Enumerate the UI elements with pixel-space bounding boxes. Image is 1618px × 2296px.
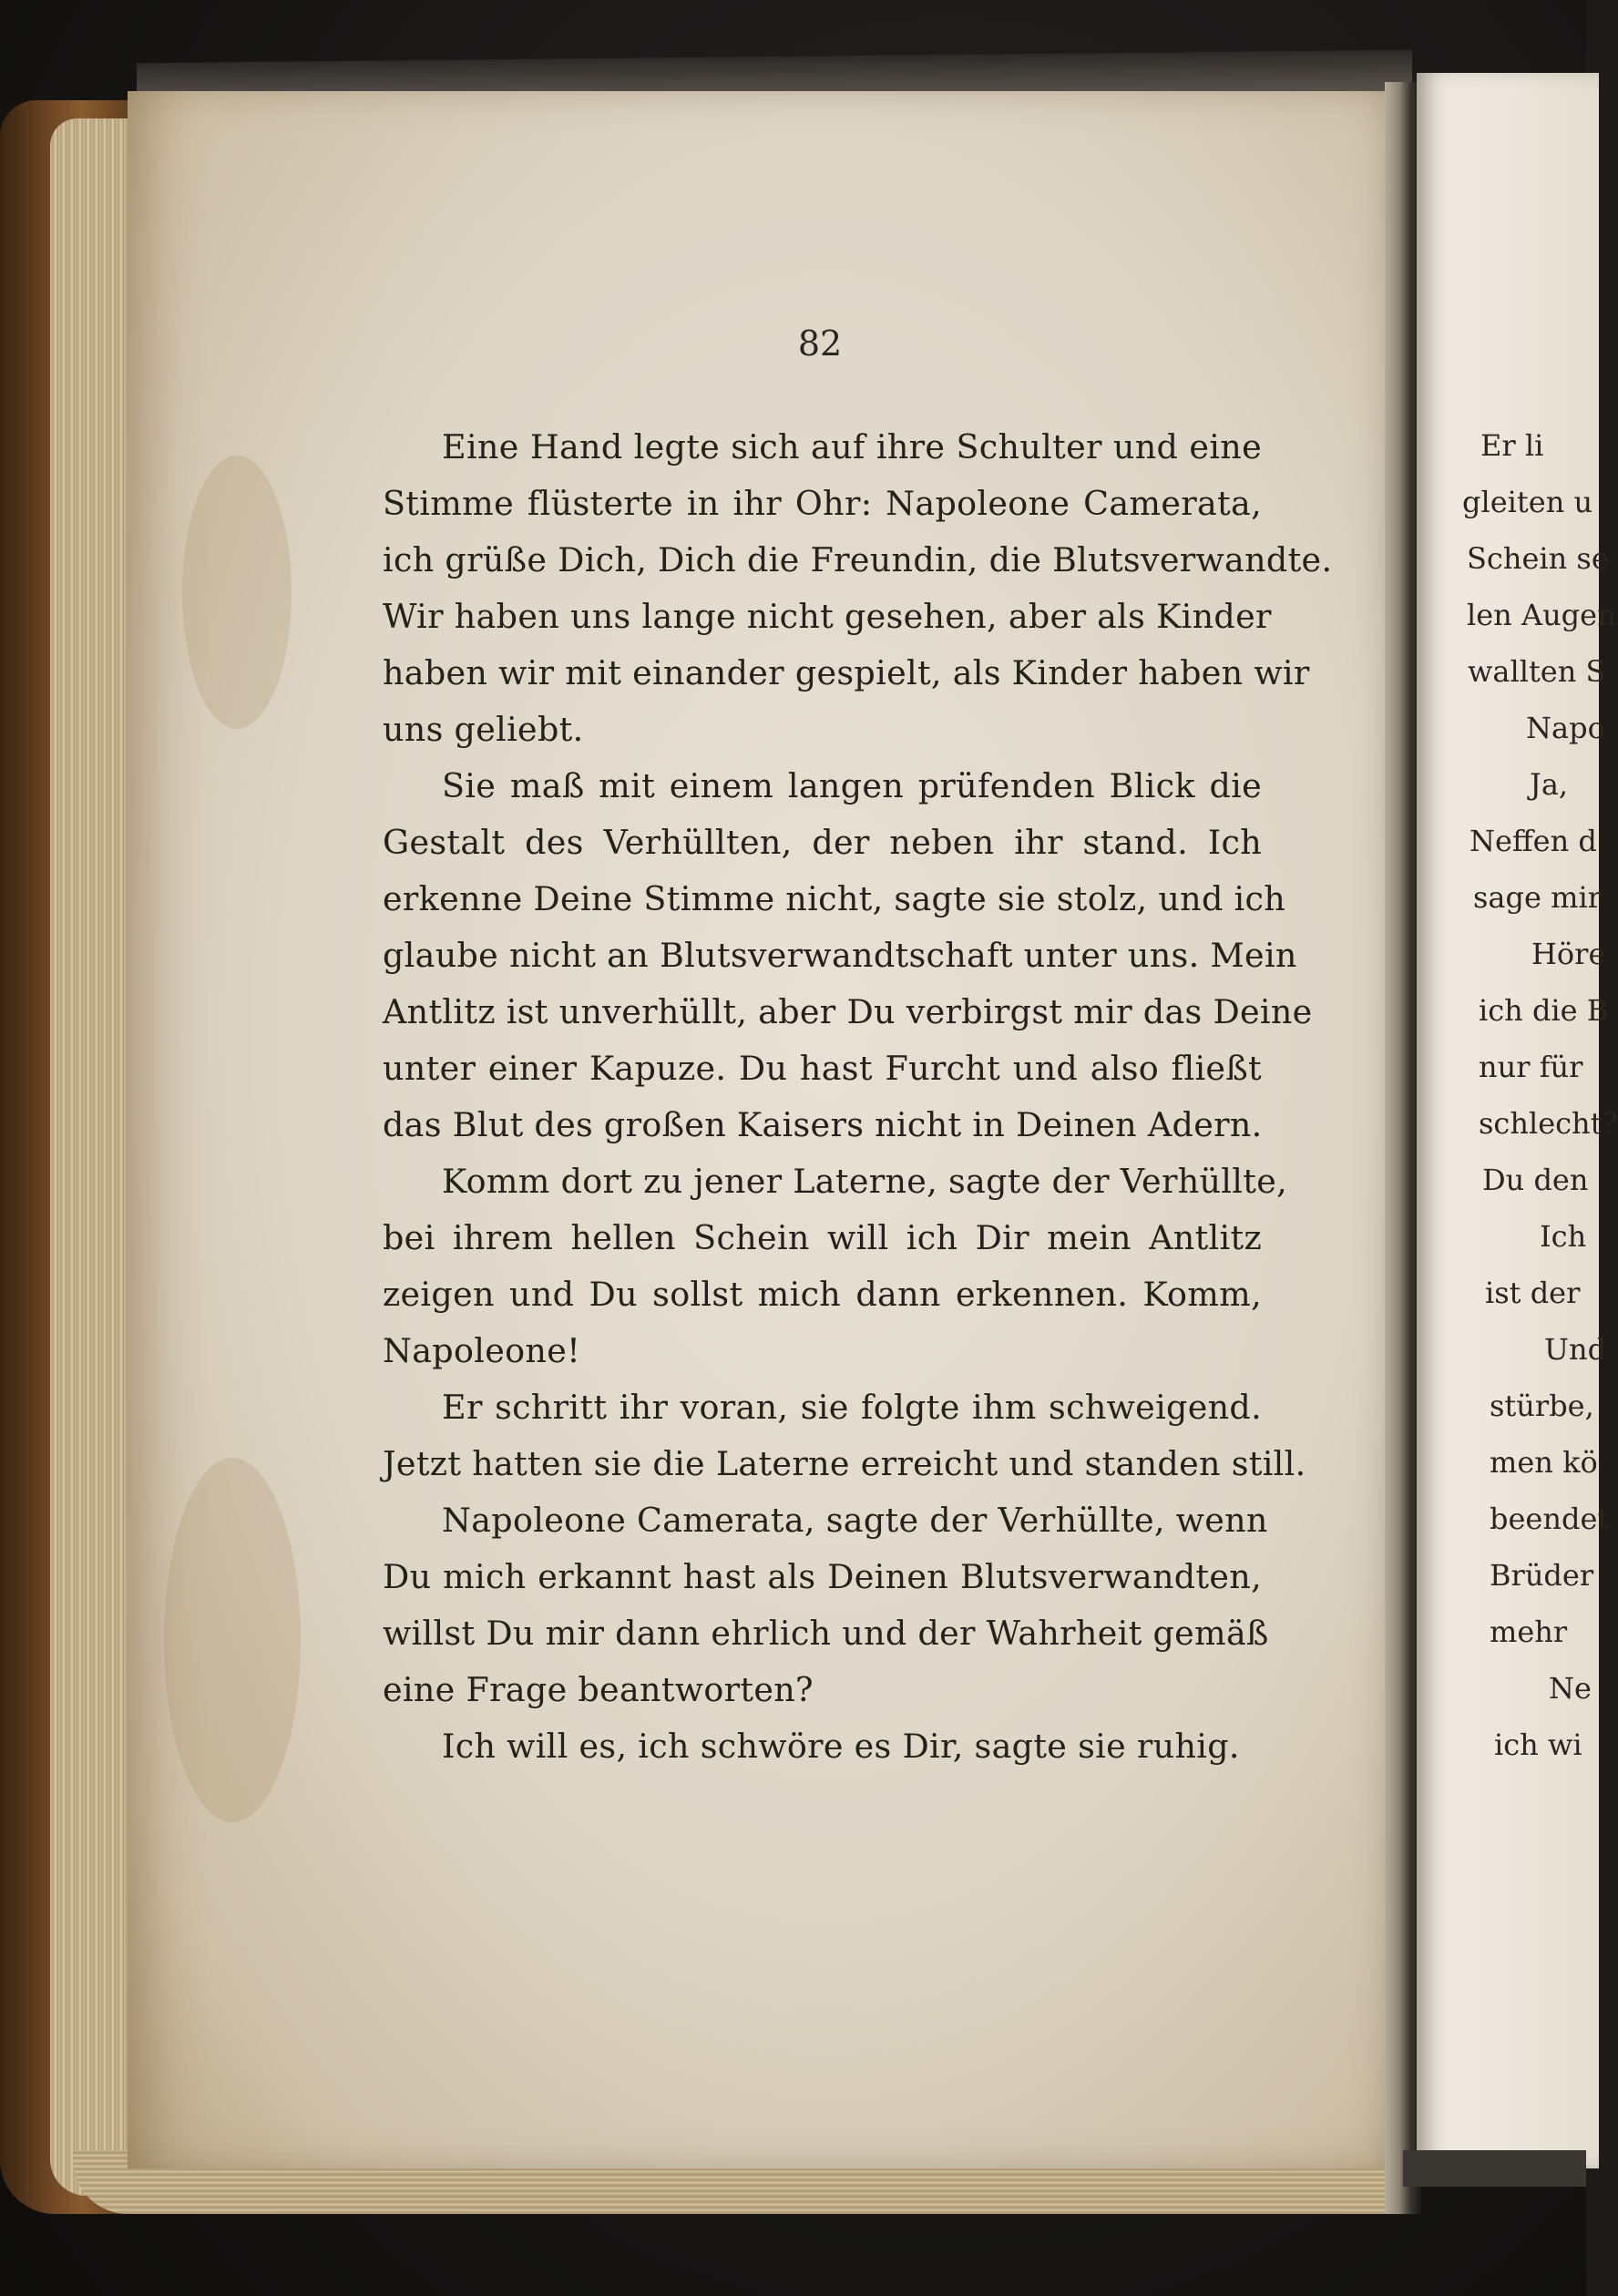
text-line: Napoleone! <box>383 1331 581 1370</box>
text-line: Napoleone Camerata, sagte der Verhüllte, wenn <box>442 1501 1268 1540</box>
text-line: ich grüße Dich, Dich die Freundin, die Blutsverwandte. <box>383 540 1333 579</box>
text-fragment: gleiten u <box>1462 485 1593 519</box>
left-page-text <box>383 419 1333 1775</box>
text-fragment: Höre <box>1531 937 1606 971</box>
text-line: haben wir mit einander gespielt, als Kinder haben wir <box>383 653 1310 692</box>
right-page-text <box>1462 428 1618 1840</box>
text-line: Ich will es, ich schwöre es Dir, sagte sie ruhig. <box>442 1727 1240 1766</box>
text-fragment: Du den <box>1482 1163 1589 1197</box>
text-line: willst Du mir dann ehrlich und der Wahrheit gemäß <box>383 1614 1269 1653</box>
text-fragment: len Augen <box>1467 598 1616 632</box>
text-fragment: Schein se <box>1467 541 1609 576</box>
text-line: Wir haben uns lange nicht gesehen, aber als Kinder <box>383 597 1272 636</box>
text-line: zeigen und Du sollst mich dann erkennen. Komm, <box>383 1275 1262 1314</box>
text-fragment: Ne <box>1549 1671 1592 1706</box>
text-fragment: Und <box>1544 1332 1607 1367</box>
text-line: Er schritt ihr voran, sie folgte ihm schweigend. <box>442 1388 1262 1427</box>
text-fragment: sage mir <box>1473 880 1602 915</box>
paper-stain <box>182 456 292 729</box>
text-fragment: nur für <box>1479 1050 1583 1084</box>
text-line: Sie maß mit einem langen prüfenden Blick die <box>442 766 1262 805</box>
text-line: Eine Hand legte sich auf ihre Schulter und eine <box>442 427 1262 466</box>
text-line: Stimme flüsterte in ihr Ohr: Napoleone Camerata, <box>383 484 1262 523</box>
text-line: Antlitz ist unverhüllt, aber Du verbirgst mir das Deine <box>383 992 1313 1031</box>
text-line: eine Frage beantworten? <box>383 1670 814 1709</box>
text-line: Komm dort zu jener Laterne, sagte der Verhüllte, <box>442 1162 1288 1201</box>
text-fragment: ich wi <box>1494 1727 1582 1762</box>
paper-stain <box>164 1458 301 1822</box>
text-line: Gestalt des Verhüllten, der neben ihr stand. Ich <box>383 823 1262 862</box>
text-line: bei ihrem hellen Schein will ich Dir mein Antlitz <box>383 1218 1262 1257</box>
text-fragment: ist der <box>1485 1276 1581 1310</box>
text-line: das Blut des großen Kaisers nicht in Deinen Adern. <box>383 1105 1263 1144</box>
text-line: glaube nicht an Blutsverwandtschaft unter uns. Mein <box>383 936 1297 975</box>
right-page-bottom-edge <box>1403 2150 1586 2187</box>
book-gutter <box>1385 82 1421 2214</box>
text-fragment: Neffen d <box>1470 824 1597 858</box>
text-fragment: Ich <box>1540 1219 1587 1254</box>
text-fragment: Napo <box>1526 711 1605 745</box>
text-line: Jetzt hatten sie die Laterne erreicht und standen still. <box>383 1444 1306 1483</box>
text-fragment: Er li <box>1480 428 1544 463</box>
text-line: Du mich erkannt hast als Deinen Blutsverwandten, <box>383 1557 1262 1596</box>
text-fragment: wallten S <box>1468 654 1606 689</box>
text-fragment: ich die B <box>1479 993 1609 1028</box>
text-fragment: schlecht? <box>1479 1106 1618 1141</box>
page-number: 82 <box>797 323 843 364</box>
text-fragment: mehr <box>1490 1614 1568 1649</box>
text-line: uns geliebt. <box>383 710 584 749</box>
text-fragment: Ja, <box>1530 767 1569 802</box>
text-fragment: beendet <box>1490 1502 1610 1536</box>
text-line: erkenne Deine Stimme nicht, sagte sie stolz, und ich <box>383 879 1286 918</box>
text-fragment: stürbe, <box>1490 1389 1594 1423</box>
text-fragment: men kö <box>1490 1445 1598 1480</box>
text-line: unter einer Kapuze. Du hast Furcht und also fließt <box>383 1049 1262 1088</box>
text-fragment: Brüder <box>1490 1558 1594 1593</box>
